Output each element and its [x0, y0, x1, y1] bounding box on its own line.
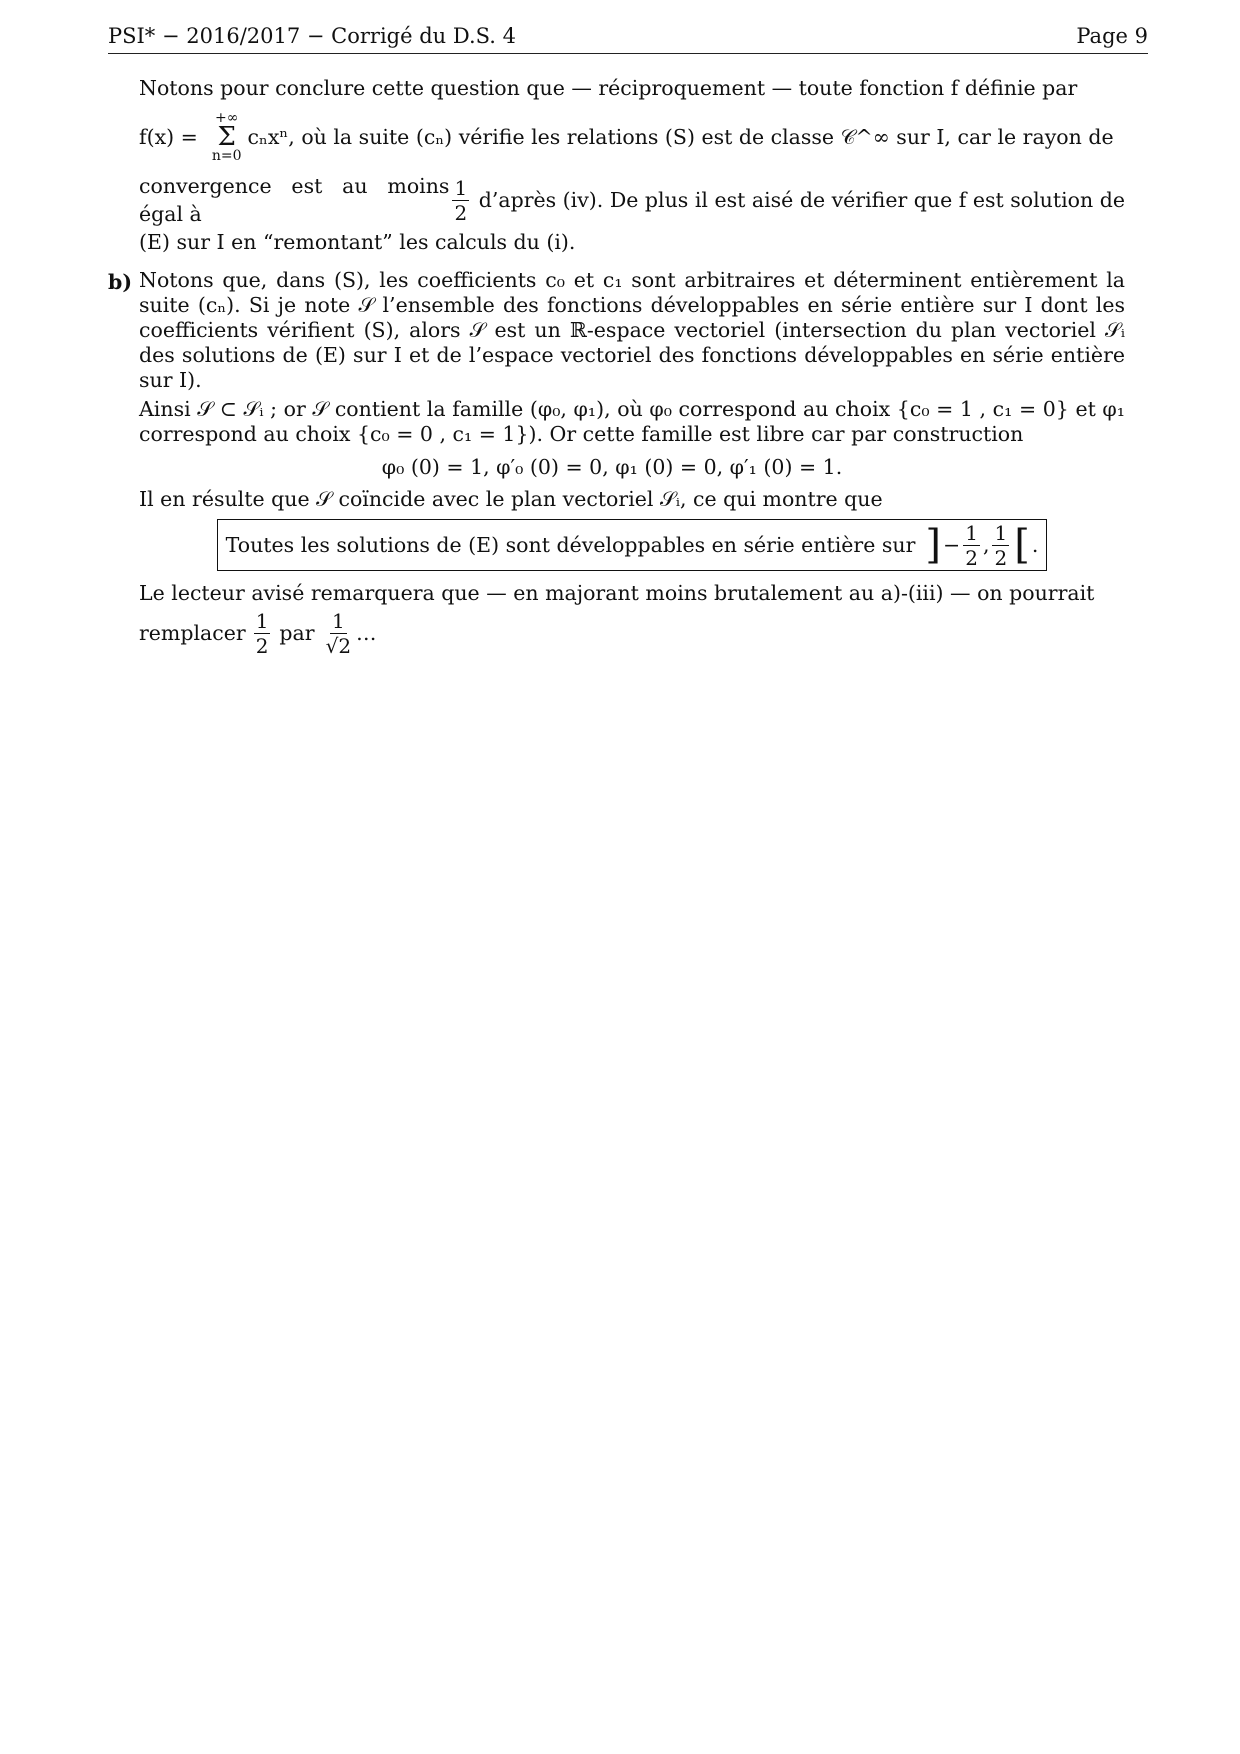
text-line: (E) sur I en “remontant” les calculs du (i). — [139, 230, 576, 254]
fraction-numerator: 1 — [994, 520, 1008, 545]
fraction-numerator: 1 — [965, 520, 978, 545]
function-label: f(x) = — [139, 125, 198, 149]
fraction-neg-half — [963, 520, 980, 570]
ellipsis: … — [356, 621, 377, 645]
conv-end: d’après (iv). De plus il est aisé de vérifier que f est solution de — [472, 188, 1125, 212]
result-box — [217, 519, 1048, 571]
paragraph-result: Il en résulte que 𝒮 coïncide avec le plan vectoriel 𝒮ᵢ, ce qui montre que — [139, 487, 883, 511]
fraction-half — [992, 520, 1009, 570]
period: . — [1031, 533, 1039, 557]
fraction-numerator: 1 — [331, 608, 345, 633]
fraction-denominator: 2 — [994, 545, 1008, 570]
fraction-half — [452, 175, 469, 225]
series-line — [139, 102, 1125, 172]
convergence-line — [139, 172, 1125, 228]
sum-symbol — [212, 111, 242, 163]
series-term: cₙxⁿ, — [247, 125, 295, 149]
item-b — [108, 268, 1125, 659]
sigma: Σ — [217, 122, 236, 152]
paragraph-reader: Le lecteur avisé remarquera que — en majorant moins brutalement au a)-(iii) — on pourrait — [139, 581, 1095, 605]
page-header — [108, 24, 1148, 54]
equation-line: φ₀ (0) = 1, φ′₀ (0) = 0, φ₁ (0) = 0, φ′₁ (0) = 1. — [381, 455, 843, 479]
fraction-denominator: √2 — [325, 633, 352, 658]
fraction-denominator: 2 — [965, 545, 978, 570]
paragraph-ainsi: Ainsi 𝒮 ⊂ 𝒮ᵢ ; or 𝒮 contient la famille (φ₀, φ₁), où φ₀ correspond au choix {c₀ = 1 , c₁ = 0} et φ₁ correspond au choix {c₀ = 0 , c₁ = 1}). Or cette famille est libre car par construction — [139, 397, 1125, 446]
page-content — [108, 74, 1125, 659]
result-box-wrap — [139, 519, 1125, 571]
fraction-numerator: 1 — [454, 175, 468, 200]
replace-start: remplacer — [139, 621, 246, 645]
minus-sign: − — [943, 533, 961, 557]
paragraph-conclusion — [139, 74, 1125, 256]
item-label: b) — [108, 270, 133, 294]
sum-upper: +∞ — [214, 110, 239, 126]
close-bracket: [ — [1014, 522, 1030, 568]
sum-lower: n=0 — [211, 148, 242, 164]
fraction-numerator: 1 — [255, 608, 269, 633]
conv-start: convergence est au moins égal à — [139, 174, 450, 226]
paragraph-b: Notons que, dans (S), les coefficients c₀ et c₁ sont arbitraires et déterminent entièrement la suite (cₙ). Si je note 𝒮 l’ensemble des fonctions développables en série entière sur I dont les coefficients vérifient (S), alors 𝒮 est un ℝ-espace vectoriel (intersection du plan vectoriel 𝒮ᵢ des solutions de (E) sur I et de l’espace vectoriel des fonctions développables en série entière sur I). — [139, 268, 1125, 392]
text-line: Notons pour conclure cette question que — réciproquement — toute fonction f définie par — [139, 76, 1078, 100]
fraction-denominator: 2 — [454, 200, 468, 225]
fraction-denominator: 2 — [255, 633, 269, 658]
open-bracket: ] — [925, 522, 942, 568]
page-number: Page 9 — [1076, 24, 1148, 48]
fraction-inv-sqrt2 — [324, 608, 353, 658]
box-text: Toutes les solutions de (E) sont développables en série entière sur — [225, 533, 916, 557]
header-title: PSI* − 2016/2017 − Corrigé du D.S. 4 — [108, 24, 516, 48]
series-rest: où la suite (cₙ) vérifie les relations (S) est de classe 𝒞^∞ sur I, car le rayon de — [294, 125, 1114, 149]
comma: , — [982, 533, 990, 557]
replace-line — [139, 607, 1125, 659]
fraction-half — [254, 608, 271, 658]
replace-mid: par — [279, 621, 315, 645]
